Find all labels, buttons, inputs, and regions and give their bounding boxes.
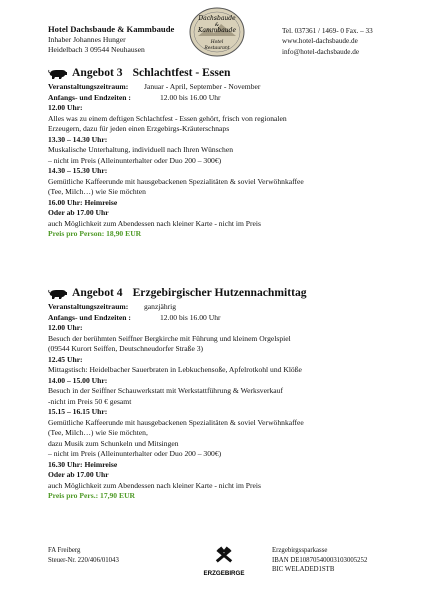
logo-text-4: Hotel (210, 40, 224, 45)
logo-text-2: & (214, 22, 220, 28)
schedule-line: 16.30 Uhr: Heimreise (48, 459, 118, 469)
schedule-line: 14.30 – 15.30 Uhr: (48, 166, 108, 175)
offer-4-name: Erzgebirgischer Hutzennachmittag (132, 286, 307, 300)
schedule-line: Gemütliche Kaffeerunde mit hausgebackenen Spezialitäten & soviel Verwöhnkaffee (48, 176, 304, 186)
company-name: Hotel Dachsbaude & Kammbaude (48, 24, 175, 34)
offer-4-period (48, 302, 388, 313)
schedule-line: -nicht im Preis 50 € gesamt (48, 396, 132, 406)
schedule-line: Besuch in der Seiffner Schauwerkstatt mit Werkstattführung & Werksverkauf (48, 386, 283, 395)
schedule-line: 12.00 Uhr: (48, 103, 83, 112)
schedule-line: Mittagstisch: Heidelbacher Sauerbraten in Lebkuchensoße, Apfelrotkohl und Klöße (48, 365, 302, 374)
offer-3-schedule (48, 103, 388, 229)
schedule-line: (Tee, Milch…) wie Sie möchten, (48, 428, 148, 437)
email-link[interactable]: info@hotel-dachsbaude.de (282, 47, 360, 56)
period-value: ganzjährig (144, 302, 177, 311)
schedule-line: (Tee, Milch…) wie Sie möchten (48, 187, 146, 196)
iban: IBAN DE10870540003103005252 (272, 556, 368, 564)
schedule-line: auch Möglichkeit zum Abendessen nach kleiner Karte - nicht im Preis (48, 480, 261, 490)
schedule-line: 14.00 – 15.00 Uhr: (48, 375, 108, 385)
schedule-line: Erzeugern, dazu für jeden einen Erzgebirgs-Kräuterschnaps (48, 124, 230, 133)
schedule-line: dazu Musik zum Schunkeln und Mitsingen (48, 438, 179, 448)
times-label: Anfangs- und Endzeiten : (48, 312, 131, 322)
pig-icon (48, 288, 68, 300)
offer-3-period (48, 82, 388, 93)
offer-4-title (48, 286, 388, 301)
offer-3-times (48, 93, 388, 104)
period-value: Januar - April, September - November (144, 82, 261, 91)
letterhead-right (282, 26, 373, 57)
pig-icon (48, 68, 68, 80)
times-value: 12.00 bis 16.00 Uhr (160, 92, 221, 102)
offer-3-section (48, 66, 388, 240)
website-link[interactable]: www.hotel-dachsbaude.de (282, 37, 358, 46)
offer-4-schedule (48, 323, 388, 491)
period-label: Veranstaltungszeitraum: (48, 302, 129, 311)
offer-3-number: Angebot 3 (72, 66, 123, 80)
times-label: Anfangs- und Endzeiten : (48, 92, 131, 102)
erzgebirge-logo-text: ERZGEBIRGE (203, 570, 245, 577)
schedule-line: auch Möglichkeit zum Abendessen nach kleiner Karte - nicht im Preis (48, 218, 261, 228)
offer-4-number: Angebot 4 (72, 286, 123, 300)
logo-text-1: Dachsbaude (198, 15, 236, 22)
letterhead-left (48, 24, 174, 55)
logo-text-5: Restaurant (204, 46, 230, 51)
schedule-line: 12.00 Uhr: (48, 323, 83, 332)
bank-name: Erzgebirgssparkasse (272, 547, 328, 554)
logo-text-3: Kammbaude (197, 27, 237, 34)
tax-office: FA Freiberg (48, 547, 81, 554)
schedule-line: Oder ab 17.00 Uhr (48, 470, 109, 479)
schedule-line: (09544 Kurort Seiffen, Deutschneudorfer Straße 3) (48, 344, 204, 353)
offer-3-title (48, 66, 388, 81)
owner-line: Inhaber Johannes Hunger (48, 35, 126, 44)
hotel-logo (188, 6, 246, 58)
schedule-line: 13.30 – 14.30 Uhr: (48, 134, 108, 144)
address-line: Heidelbach 3 09544 Neuhausen (48, 45, 145, 54)
offer-4-price: Preis pro Pers.: 17,90 EUR (48, 491, 136, 500)
schedule-line: Oder ab 17.00 Uhr (48, 208, 109, 217)
schedule-line: 16.00 Uhr: Heimreise (48, 197, 118, 207)
footer-bank-info (272, 546, 367, 575)
offer-4-section (48, 286, 388, 502)
offer-3-price: Preis pro Person: 18,90 EUR (48, 229, 142, 238)
offer-3-name: Schlachtfest - Essen (132, 66, 231, 80)
tax-number: Steuer-Nr. 220/406/01043 (48, 556, 119, 564)
phone-fax: Tel. 037361 / 1469- 0 Fax. – 33 (282, 27, 373, 35)
schedule-line: – nicht im Preis (Alleinunterhalter oder Duo 200 – 300€) (48, 155, 222, 165)
period-label: Veranstaltungszeitraum: (48, 82, 129, 91)
erzgebirge-logo (200, 542, 248, 582)
bic: BIC WELADED1STB (272, 566, 335, 574)
schedule-line: Alles was zu einem deftigen Schlachtfest - Essen gehört, frisch von regionalen (48, 113, 287, 123)
schedule-line: Gemütliche Kaffeerunde mit hausgebackenen Spezialitäten & soviel Verwöhnkaffee (48, 417, 304, 427)
footer-tax-info (48, 546, 119, 565)
schedule-line: 12.45 Uhr: (48, 354, 83, 364)
schedule-line: Besuch der berühmten Seiffner Bergkirche mit Führung und kleinem Orgelspiel (48, 333, 291, 343)
schedule-line: 15.15 – 16.15 Uhr: (48, 407, 108, 416)
schedule-line: – nicht im Preis (Alleinunterhalter oder Duo 200 – 300€) (48, 449, 222, 458)
times-value: 12.00 bis 16.00 Uhr (160, 312, 221, 322)
offer-4-times (48, 313, 388, 324)
schedule-line: Muskalische Unterhaltung, individuell nach Ihren Wünschen (48, 145, 234, 154)
